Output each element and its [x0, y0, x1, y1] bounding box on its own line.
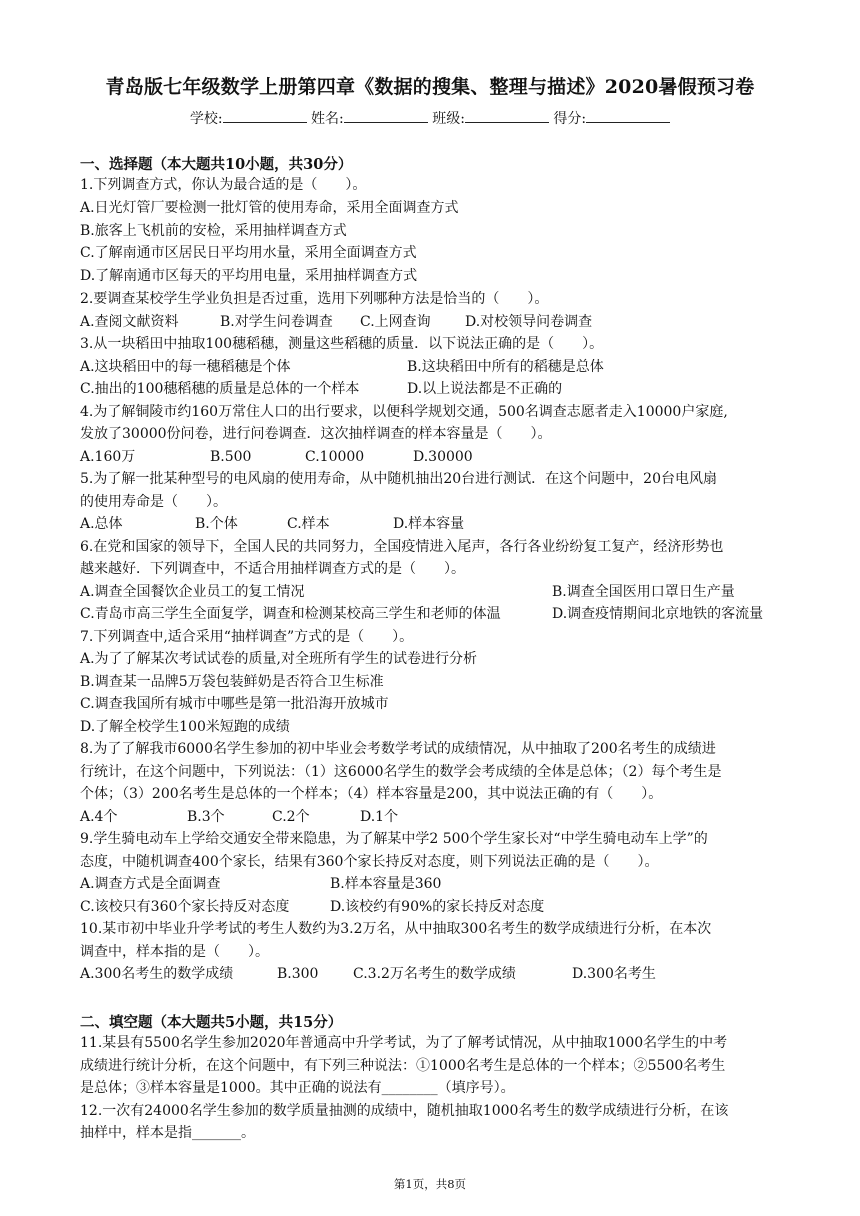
option-row — [80, 581, 735, 603]
option-c: C.青岛市高三学生全面复学，调查和检测某校高三学生和老师的体温 — [80, 606, 501, 622]
option-row — [80, 356, 604, 378]
option-a: A.总体 — [80, 516, 123, 532]
option-d: D.了解全校学生100米短跑的成绩 — [80, 719, 290, 735]
name-label: 姓名: — [311, 111, 344, 127]
question-stem: 5.为了解一批某种型号的电风扇的使用寿命，从中随机抽出20台进行测试．在这个问题中，20台电风扇 — [80, 471, 717, 487]
option-b: B.个体 — [195, 516, 238, 532]
option-d: D.样本容量 — [393, 516, 465, 532]
option-a: A.300名考生的数学成绩 — [80, 966, 234, 982]
option-c: C.该校只有360个家长持反对态度 — [80, 899, 290, 915]
option-row — [80, 806, 398, 828]
question-stem-cont: 调查中，样本指的是（ ）。 — [80, 944, 269, 960]
option-c: C.3.2万名考生的数学成绩 — [353, 966, 516, 982]
question-stem: 1.下列调查方式，你认为最合适的是（ ）。 — [80, 177, 367, 193]
option-a: A.查阅文献资料 — [80, 314, 179, 330]
question-stem-cont: 是总体；③样本容量是1000。其中正确的说法有________（填序号）。 — [80, 1080, 515, 1096]
question-stem: 4.为了解铜陵市约160万常住人口的出行要求，以便科学规划交通，500名调查志愿者走入10000户家庭, — [80, 404, 728, 420]
option-c: C.样本 — [287, 516, 330, 532]
question-stem: 8.为了了解我市6000名学生参加的初中毕业会考数学考试的成绩情况，从中抽取了200名考生的成绩进 — [80, 741, 716, 757]
option-b: B.300 — [277, 966, 319, 982]
option-d: D.30000 — [413, 449, 473, 465]
section-heading-choice: 一、选择题（本大题共10小题，共30分） — [80, 156, 353, 173]
option-b: B.3个 — [187, 809, 225, 825]
option-d: D.调查疫情期间北京地铁的客流量 — [552, 606, 764, 622]
name-blank[interactable] — [344, 108, 428, 123]
question-stem-cont: 发放了30000份问卷，进行问卷调查．这次抽样调查的样本容量是（ ）。 — [80, 426, 552, 442]
exam-title: 青岛版七年级数学上册第四章《数据的搜集、整理与描述》2020暑假预习卷 — [105, 76, 755, 98]
option-a: A.4个 — [80, 809, 118, 825]
option-b: B.500 — [210, 449, 252, 465]
page-number: 第1页，共8页 — [393, 1177, 467, 1191]
option-row — [80, 446, 473, 468]
option-row — [80, 378, 562, 400]
score-label: 得分: — [553, 111, 587, 127]
question-stem-cont: 行统计，在这个问题中，下列说法：（1）这6000名学生的数学会考成绩的全体是总体；（2）每个考生是 — [80, 764, 722, 780]
question-stem: 7.下列调查中,适合采用“抽样调查”方式的是（ ）。 — [80, 629, 414, 645]
option-c: C.上网查询 — [360, 314, 431, 330]
option-c: C.2个 — [272, 809, 310, 825]
question-stem-cont: 成绩进行统计分析，在这个问题中，有下列三种说法：①1000名考生是总体的一个样本；②5500名考生 — [80, 1058, 726, 1074]
option-d: D.对校领导问卷调查 — [465, 314, 593, 330]
question-stem-cont: 的使用寿命是（ ）。 — [80, 494, 227, 510]
question-stem: 10.某市初中毕业升学考试的考生人数约为3.2万名，从中抽取300名考生的数学成绩进行分析，在本次 — [80, 921, 712, 937]
school-label: 学校: — [189, 111, 223, 127]
option-row — [80, 311, 592, 333]
option-a: A.160万 — [80, 449, 136, 465]
option-row — [80, 963, 656, 985]
option-b: B.调查某一品牌5万袋包装鲜奶是否符合卫生标准 — [80, 674, 384, 690]
class-label: 班级: — [432, 111, 465, 127]
question-stem: 2.要调查某校学生学业负担是否过重，选用下列哪种方法是恰当的（ ）。 — [80, 291, 549, 307]
option-b: B.对学生问卷调查 — [220, 314, 333, 330]
school-blank[interactable] — [223, 108, 307, 123]
question-stem-cont: 个体；（3）200名考生是总体的一个样本；（4）样本容量是200，其中说法正确的有（ ）。 — [80, 786, 663, 802]
question-stem: 11.某县有5500名学生参加2020年普通高中升学考试，为了了解考试情况，从中抽取1000名学生的中考 — [80, 1035, 728, 1051]
question-stem: 9.学生骑电动车上学给交通安全带来隐患，为了解某中学2 500个学生家长对“中学生骑电动车上学”的 — [80, 831, 708, 847]
option-row — [80, 873, 441, 895]
option-d: D.1个 — [360, 809, 399, 825]
option-d: D.了解南通市区每天的平均用电量，采用抽样调查方式 — [80, 268, 418, 284]
option-b: B.这块稻田中所有的稻穗是总体 — [407, 359, 604, 375]
question-stem: 12.一次有24000名学生参加的数学质量抽测的成绩中，随机抽取1000名考生的数学成绩进行分析，在该 — [80, 1103, 729, 1119]
score-blank[interactable] — [586, 108, 670, 123]
option-d: D.以上说法都是不正确的 — [407, 381, 563, 397]
section-heading-fill: 二、填空题（本大题共5小题，共15分） — [80, 1014, 343, 1031]
class-blank[interactable] — [465, 108, 549, 123]
question-stem-cont: 抽样中，样本是指_______。 — [80, 1125, 255, 1141]
student-info-line — [0, 108, 860, 128]
option-a: A.调查方式是全面调查 — [80, 876, 221, 892]
option-b: B.调查全国医用口罩日生产量 — [552, 584, 735, 600]
option-row — [80, 896, 544, 918]
question-stem: 6.在党和国家的领导下，全国人民的共同努力，全国疫情进入尾声，各行各业纷纷复工复产，经济形势也 — [80, 539, 724, 555]
option-row — [80, 513, 464, 535]
option-b: B.旅客上飞机前的安检，采用抽样调查方式 — [80, 223, 347, 239]
option-c: C.了解南通市区居民日平均用水量，采用全面调查方式 — [80, 245, 417, 261]
option-c: C.调查我国所有城市中哪些是第一批沿海开放城市 — [80, 696, 389, 712]
option-a: A.这块稻田中的每一穗稻穗是个体 — [80, 359, 291, 375]
option-c: C.10000 — [305, 449, 365, 465]
option-row — [80, 603, 763, 625]
option-a: A.调查全国餐饮企业员工的复工情况 — [80, 584, 305, 600]
option-a: A.日光灯管厂要检测一批灯管的使用寿命，采用全面调查方式 — [80, 200, 459, 216]
question-stem-cont: 态度，中随机调查400个家长，结果有360个家长持反对态度，则下列说法正确的是（ ）。 — [80, 854, 659, 870]
option-c: C.抽出的100穗稻穗的质量是总体的一个样本 — [80, 381, 360, 397]
option-a: A.为了了解某次考试试卷的质量,对全班所有学生的试卷进行分析 — [80, 651, 478, 667]
option-b: B.样本容量是360 — [330, 876, 442, 892]
question-stem: 3.从一块稻田中抽取100穗稻穗，测量这些稻穗的质量．以下说法正确的是（ ）。 — [80, 336, 604, 352]
question-stem-cont: 越来越好．下列调查中，不适合用抽样调查方式的是（ ）。 — [80, 561, 465, 577]
option-d: D.300名考生 — [572, 966, 656, 982]
option-d: D.该校约有90%的家长持反对态度 — [330, 899, 545, 915]
